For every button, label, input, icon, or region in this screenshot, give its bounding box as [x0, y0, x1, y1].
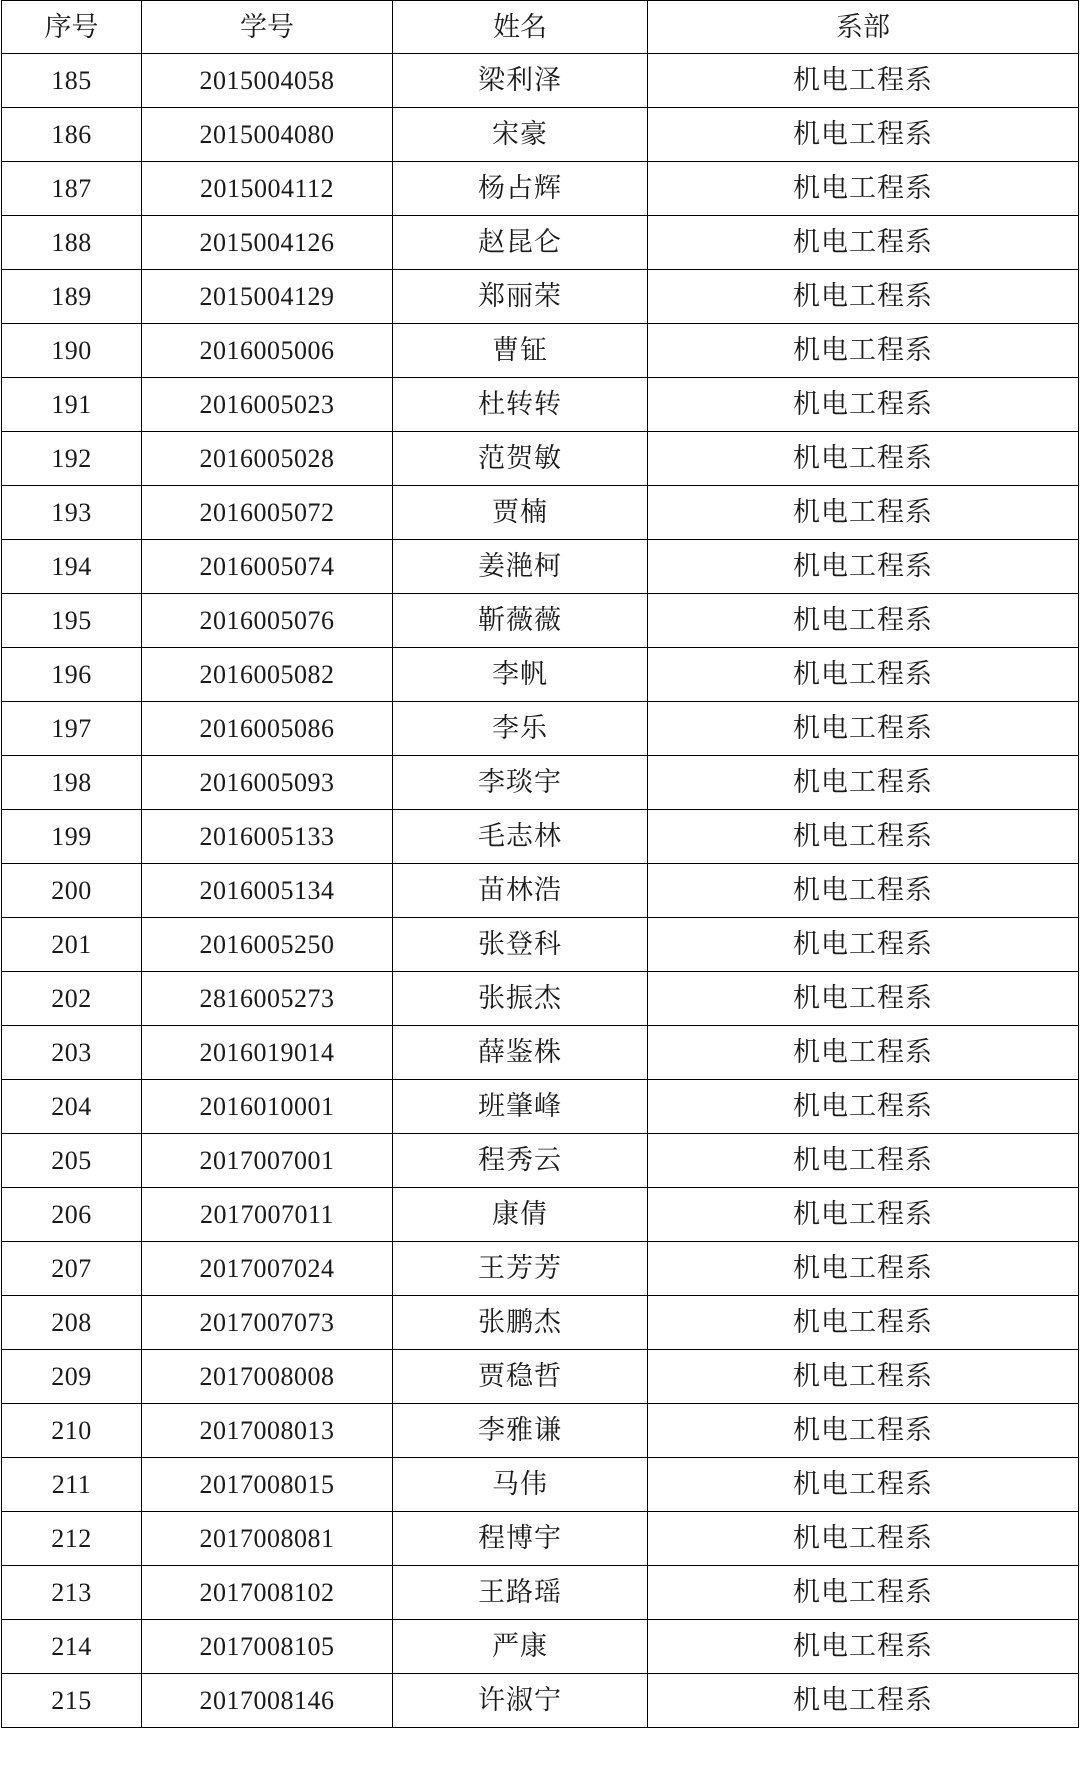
cell-name: 康倩 [393, 1188, 648, 1242]
cell-index: 191 [2, 378, 142, 432]
cell-index: 213 [2, 1566, 142, 1620]
header-index: 序号 [2, 1, 142, 54]
header-row [2, 1, 1079, 54]
cell-name: 姜滟柯 [393, 540, 648, 594]
cell-department: 机电工程系 [648, 378, 1079, 432]
cell-department: 机电工程系 [648, 1134, 1079, 1188]
table-row [2, 270, 1079, 324]
cell-index: 193 [2, 486, 142, 540]
cell-name: 严康 [393, 1620, 648, 1674]
cell-department: 机电工程系 [648, 324, 1079, 378]
cell-student-id: 2017007024 [142, 1242, 393, 1296]
table-row [2, 1242, 1079, 1296]
table-row [2, 1350, 1079, 1404]
table-row [2, 1620, 1079, 1674]
cell-student-id: 2816005273 [142, 972, 393, 1026]
cell-student-id: 2017008013 [142, 1404, 393, 1458]
cell-name: 马伟 [393, 1458, 648, 1512]
cell-name: 苗林浩 [393, 864, 648, 918]
cell-name: 李乐 [393, 702, 648, 756]
table-row [2, 594, 1079, 648]
cell-index: 185 [2, 54, 142, 108]
cell-department: 机电工程系 [648, 1404, 1079, 1458]
cell-department: 机电工程系 [648, 1512, 1079, 1566]
cell-index: 189 [2, 270, 142, 324]
table-row [2, 1566, 1079, 1620]
cell-name: 王芳芳 [393, 1242, 648, 1296]
header-department: 系部 [648, 1, 1079, 54]
cell-index: 192 [2, 432, 142, 486]
cell-student-id: 2017007001 [142, 1134, 393, 1188]
cell-index: 199 [2, 810, 142, 864]
cell-index: 195 [2, 594, 142, 648]
cell-student-id: 2016005072 [142, 486, 393, 540]
cell-department: 机电工程系 [648, 1080, 1079, 1134]
cell-student-id: 2016019014 [142, 1026, 393, 1080]
cell-student-id: 2016005082 [142, 648, 393, 702]
cell-department: 机电工程系 [648, 1566, 1079, 1620]
cell-index: 188 [2, 216, 142, 270]
cell-index: 206 [2, 1188, 142, 1242]
cell-index: 205 [2, 1134, 142, 1188]
cell-index: 197 [2, 702, 142, 756]
cell-student-id: 2016005028 [142, 432, 393, 486]
cell-name: 梁利泽 [393, 54, 648, 108]
cell-student-id: 2017007011 [142, 1188, 393, 1242]
cell-department: 机电工程系 [648, 918, 1079, 972]
cell-student-id: 2016005086 [142, 702, 393, 756]
header-name: 姓名 [393, 1, 648, 54]
cell-name: 贾稳哲 [393, 1350, 648, 1404]
cell-name: 郑丽荣 [393, 270, 648, 324]
table-header [2, 1, 1079, 54]
cell-name: 宋豪 [393, 108, 648, 162]
cell-department: 机电工程系 [648, 594, 1079, 648]
cell-department: 机电工程系 [648, 108, 1079, 162]
cell-department: 机电工程系 [648, 1350, 1079, 1404]
cell-department: 机电工程系 [648, 702, 1079, 756]
cell-student-id: 2017008015 [142, 1458, 393, 1512]
cell-index: 187 [2, 162, 142, 216]
table-row [2, 702, 1079, 756]
cell-index: 201 [2, 918, 142, 972]
table-row [2, 1026, 1079, 1080]
cell-student-id: 2016005076 [142, 594, 393, 648]
cell-index: 207 [2, 1242, 142, 1296]
cell-department: 机电工程系 [648, 756, 1079, 810]
cell-student-id: 2017008102 [142, 1566, 393, 1620]
table-row [2, 1512, 1079, 1566]
cell-name: 张登科 [393, 918, 648, 972]
cell-index: 210 [2, 1404, 142, 1458]
cell-department: 机电工程系 [648, 1620, 1079, 1674]
cell-student-id: 2016005023 [142, 378, 393, 432]
cell-name: 杜转转 [393, 378, 648, 432]
cell-index: 214 [2, 1620, 142, 1674]
cell-student-id: 2015004058 [142, 54, 393, 108]
cell-department: 机电工程系 [648, 810, 1079, 864]
cell-department: 机电工程系 [648, 864, 1079, 918]
cell-department: 机电工程系 [648, 648, 1079, 702]
table-row [2, 324, 1079, 378]
table-row [2, 756, 1079, 810]
cell-index: 194 [2, 540, 142, 594]
cell-index: 204 [2, 1080, 142, 1134]
cell-student-id: 2016005006 [142, 324, 393, 378]
cell-student-id: 2017008008 [142, 1350, 393, 1404]
cell-name: 王路瑶 [393, 1566, 648, 1620]
cell-student-id: 2017008146 [142, 1674, 393, 1728]
table-row [2, 540, 1079, 594]
cell-department: 机电工程系 [648, 216, 1079, 270]
cell-department: 机电工程系 [648, 270, 1079, 324]
cell-name: 程秀云 [393, 1134, 648, 1188]
cell-index: 190 [2, 324, 142, 378]
table-row [2, 1080, 1079, 1134]
cell-name: 张振杰 [393, 972, 648, 1026]
cell-student-id: 2015004112 [142, 162, 393, 216]
cell-student-id: 2016005250 [142, 918, 393, 972]
cell-index: 202 [2, 972, 142, 1026]
cell-name: 毛志林 [393, 810, 648, 864]
cell-department: 机电工程系 [648, 540, 1079, 594]
table-row [2, 54, 1079, 108]
table-row [2, 864, 1079, 918]
cell-index: 208 [2, 1296, 142, 1350]
cell-student-id: 2016005134 [142, 864, 393, 918]
table-row [2, 1404, 1079, 1458]
header-student-id: 学号 [142, 1, 393, 54]
cell-student-id: 2016005133 [142, 810, 393, 864]
cell-index: 209 [2, 1350, 142, 1404]
cell-index: 200 [2, 864, 142, 918]
table-row [2, 648, 1079, 702]
cell-department: 机电工程系 [648, 432, 1079, 486]
table-row [2, 1134, 1079, 1188]
cell-index: 211 [2, 1458, 142, 1512]
table-row [2, 432, 1079, 486]
cell-department: 机电工程系 [648, 1188, 1079, 1242]
cell-name: 李帆 [393, 648, 648, 702]
cell-index: 212 [2, 1512, 142, 1566]
table-row [2, 1458, 1079, 1512]
table-row [2, 1188, 1079, 1242]
student-roster-table [1, 0, 1079, 1728]
cell-name: 李雅谦 [393, 1404, 648, 1458]
cell-index: 203 [2, 1026, 142, 1080]
cell-student-id: 2015004080 [142, 108, 393, 162]
cell-student-id: 2015004129 [142, 270, 393, 324]
cell-student-id: 2015004126 [142, 216, 393, 270]
cell-index: 186 [2, 108, 142, 162]
cell-department: 机电工程系 [648, 486, 1079, 540]
table-row [2, 810, 1079, 864]
cell-name: 许淑宁 [393, 1674, 648, 1728]
cell-name: 杨占辉 [393, 162, 648, 216]
cell-index: 196 [2, 648, 142, 702]
cell-department: 机电工程系 [648, 1026, 1079, 1080]
table-row [2, 486, 1079, 540]
cell-department: 机电工程系 [648, 1242, 1079, 1296]
cell-department: 机电工程系 [648, 1296, 1079, 1350]
table-row [2, 972, 1079, 1026]
table-row [2, 378, 1079, 432]
cell-student-id: 2017008081 [142, 1512, 393, 1566]
table-body [2, 54, 1079, 1728]
table-row [2, 918, 1079, 972]
cell-department: 机电工程系 [648, 1458, 1079, 1512]
cell-name: 李琰宇 [393, 756, 648, 810]
cell-student-id: 2017008105 [142, 1620, 393, 1674]
cell-student-id: 2016005093 [142, 756, 393, 810]
table-row [2, 1674, 1079, 1728]
table-row [2, 108, 1079, 162]
cell-name: 张鹏杰 [393, 1296, 648, 1350]
cell-department: 机电工程系 [648, 1674, 1079, 1728]
cell-department: 机电工程系 [648, 162, 1079, 216]
table-row [2, 216, 1079, 270]
cell-name: 程博宇 [393, 1512, 648, 1566]
cell-index: 215 [2, 1674, 142, 1728]
cell-student-id: 2016010001 [142, 1080, 393, 1134]
cell-name: 薛鉴株 [393, 1026, 648, 1080]
cell-department: 机电工程系 [648, 972, 1079, 1026]
cell-name: 贾楠 [393, 486, 648, 540]
cell-department: 机电工程系 [648, 54, 1079, 108]
cell-name: 范贺敏 [393, 432, 648, 486]
table-row [2, 162, 1079, 216]
cell-name: 靳薇薇 [393, 594, 648, 648]
table-row [2, 1296, 1079, 1350]
cell-name: 曹钲 [393, 324, 648, 378]
cell-student-id: 2016005074 [142, 540, 393, 594]
cell-student-id: 2017007073 [142, 1296, 393, 1350]
cell-name: 赵昆仑 [393, 216, 648, 270]
cell-name: 班肇峰 [393, 1080, 648, 1134]
cell-index: 198 [2, 756, 142, 810]
